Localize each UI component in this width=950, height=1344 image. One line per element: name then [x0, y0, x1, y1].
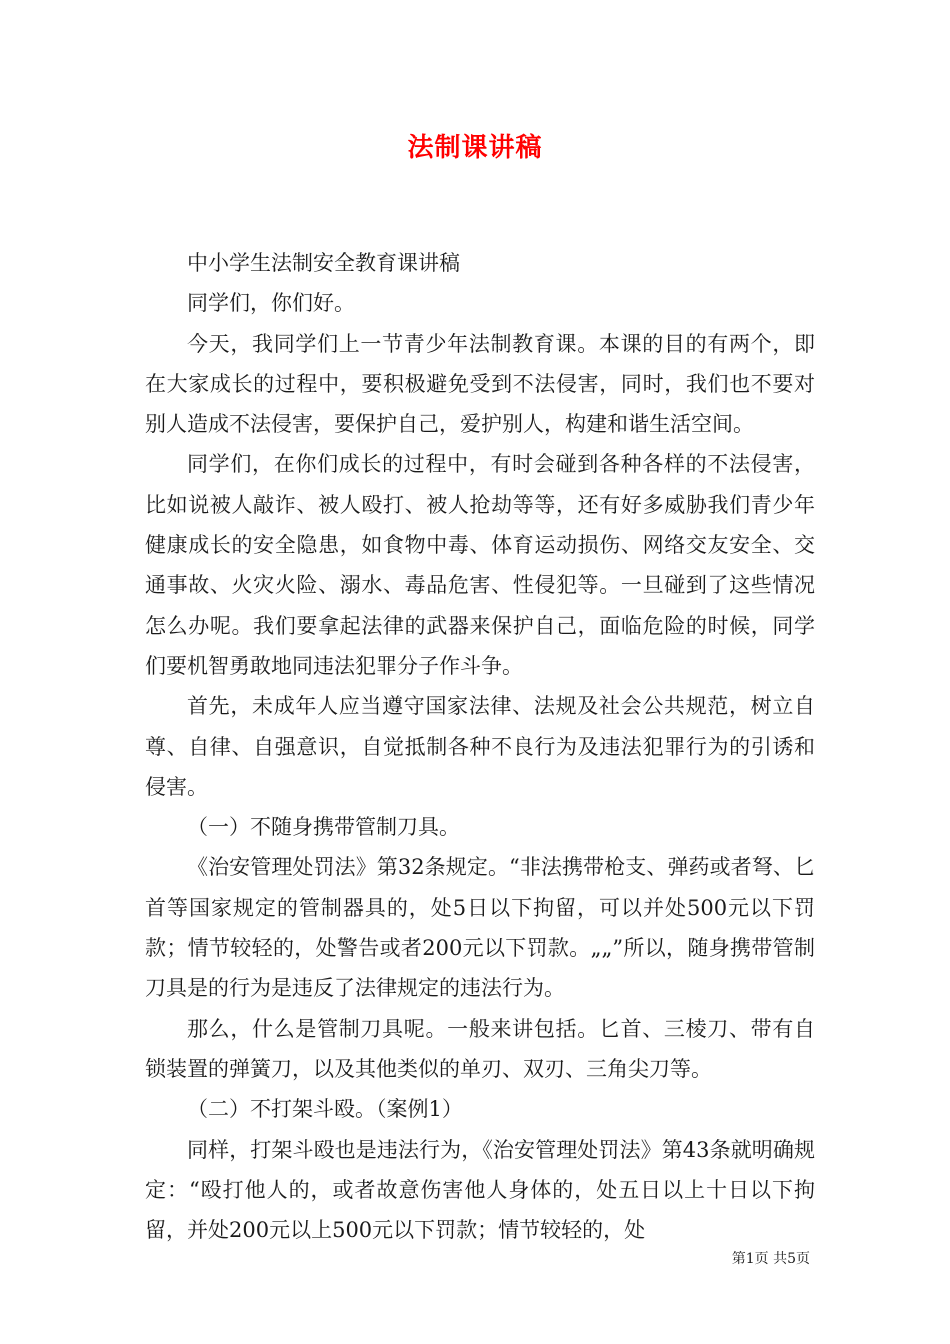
- paragraph: 首先，未成年人应当遵守国家法律、法规及社会公共规范，树立自尊、自律、自强意识，自觉抵制各种不良行为及违法犯罪行为的引诱和侵害。: [145, 694, 815, 799]
- document-body: [145, 243, 815, 1250]
- section-heading: （一）不随身携带管制刀具。: [187, 815, 460, 840]
- document-title: 法制课讲稿: [407, 133, 543, 163]
- paragraph: 今天，我同学们上一节青少年法制教育课。本课的目的有两个，即在大家成长的过程中，要积极避免受到不法侵害，同时，我们也不要对别人造成不法侵害，要保护自己，爱护别人，构建和谐生活空间。: [145, 331, 815, 437]
- paragraph: 同学们，在你们成长的过程中，有时会碰到各种各样的不法侵害，比如说被人敲诈、被人殴打、被人抢劫等等，还有好多威胁我们青少年健康成长的安全隐患，如食物中毒、体育运动损伤、网络交友安全、交通事故、火灾火险、溺水、毒品危害、性侵犯等。一旦碰到了这些情况怎么办呢。我们要拿起法律的武器来保护自己，面临危险的时候，同学们要机智勇敢地同违法犯罪分子作斗争。: [145, 452, 815, 678]
- paragraph: 《治安管理处罚法》第32条规定。“非法携带枪支、弹药或者弩、匕首等国家规定的管制器具的，处5日以下拘留，可以并处500元以下罚款；情节较轻的，处警告或者200元以下罚款。„„”所以，随身携带管制刀具是的行为是违反了法律规定的违法行为。: [145, 855, 815, 1001]
- paragraph-greeting: 同学们，你们好。: [187, 291, 355, 316]
- paragraph: 那么，什么是管制刀具呢。一般来讲包括。匕首、三棱刀、带有自锁装置的弹簧刀，以及其他类似的单刃、双刃、三角尖刀等。: [145, 1016, 815, 1081]
- paragraph: 同样，打架斗殴也是违法行为，《治安管理处罚法》第43条就明确规定：“殴打他人的，或者故意伤害他人身体的，处五日以上十日以下拘留，并处200元以上500元以下罚款；情节较轻的，处: [145, 1137, 815, 1243]
- page-number-footer: 第1页 共5页: [731, 1251, 810, 1267]
- section-heading: （二）不打架斗殴。（案例1）: [187, 1097, 463, 1122]
- paragraph-subtitle: 中小学生法制安全教育课讲稿: [187, 251, 460, 275]
